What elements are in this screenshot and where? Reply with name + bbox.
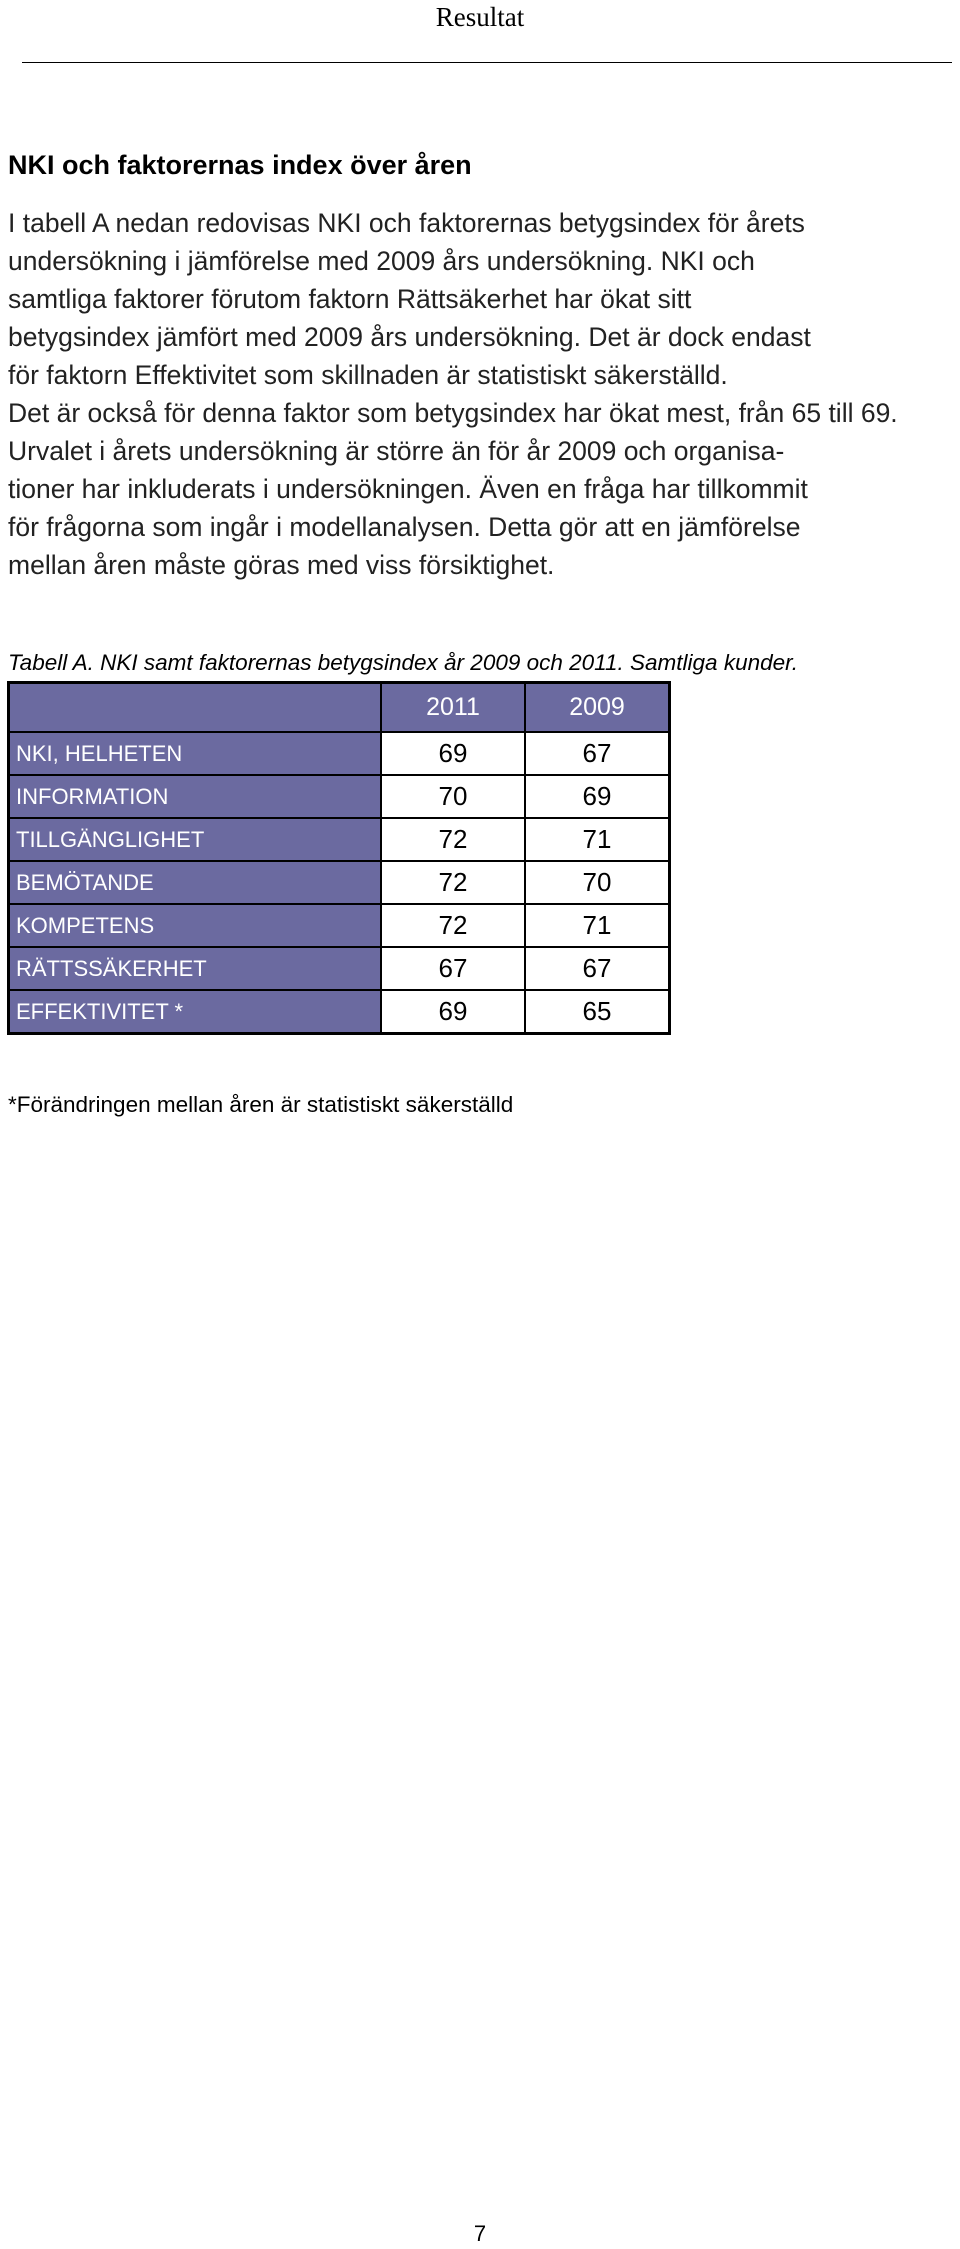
body-line: för faktorn Effektivitet som skillnaden är statistiskt säkerställd. <box>8 360 728 390</box>
column-header: 2011 <box>381 683 525 733</box>
row-label: KOMPETENS <box>9 904 382 947</box>
body-line: Det är också för denna faktor som betygsindex har ökat mest, från 65 till 69. <box>8 398 898 428</box>
cell-value: 70 <box>525 861 670 904</box>
cell-value: 72 <box>381 818 525 861</box>
index-table <box>7 681 671 1035</box>
cell-value: 70 <box>381 775 525 818</box>
running-head: Resultat <box>435 2 525 32</box>
cell-value: 67 <box>381 947 525 990</box>
table-row <box>9 990 670 1034</box>
row-label: INFORMATION <box>9 775 382 818</box>
body-line: Urvalet i årets undersökning är större än för år 2009 och organisa- <box>8 436 785 466</box>
cell-value: 72 <box>381 904 525 947</box>
row-label: NKI, HELHETEN <box>9 732 382 775</box>
row-label: TILLGÄNGLIGHET <box>9 818 382 861</box>
table-header-row <box>9 683 670 733</box>
row-label: BEMÖTANDE <box>9 861 382 904</box>
body-line: mellan åren måste göras med viss försiktighet. <box>8 550 555 580</box>
cell-value: 65 <box>525 990 670 1034</box>
page-number: 7 <box>473 2221 487 2246</box>
table-row <box>9 775 670 818</box>
body-line: betygsindex jämfört med 2009 års undersökning. Det är dock endast <box>8 322 811 352</box>
body-line: undersökning i jämförelse med 2009 års undersökning. NKI och <box>8 246 755 276</box>
section-title: NKI och faktorernas index över åren <box>8 150 472 180</box>
header-rule <box>22 62 952 63</box>
table-row <box>9 818 670 861</box>
cell-value: 71 <box>525 904 670 947</box>
body-line: I tabell A nedan redovisas NKI och faktorernas betygsindex för årets <box>8 208 805 238</box>
cell-value: 69 <box>381 990 525 1034</box>
table-row <box>9 904 670 947</box>
row-label: RÄTTSSÄKERHET <box>9 947 382 990</box>
table-corner-cell <box>9 683 382 733</box>
table-row <box>9 861 670 904</box>
cell-value: 67 <box>525 947 670 990</box>
table-row <box>9 732 670 775</box>
body-text <box>8 204 958 584</box>
cell-value: 69 <box>525 775 670 818</box>
cell-value: 71 <box>525 818 670 861</box>
column-header: 2009 <box>525 683 670 733</box>
cell-value: 72 <box>381 861 525 904</box>
body-line: tioner har inkluderats i undersökningen. Även en fråga har tillkommit <box>8 474 808 504</box>
table-caption: Tabell A. NKI samt faktorernas betygsindex år 2009 och 2011. Samtliga kunder. <box>8 650 799 675</box>
cell-value: 67 <box>525 732 670 775</box>
row-label: EFFEKTIVITET * <box>9 990 382 1034</box>
cell-value: 69 <box>381 732 525 775</box>
body-line: för frågorna som ingår i modellanalysen. Detta gör att en jämförelse <box>8 512 801 542</box>
body-line: samtliga faktorer förutom faktorn Rättsäkerhet har ökat sitt <box>8 284 692 314</box>
footnote: *Förändringen mellan åren är statistiskt säkerställd <box>8 1092 514 1117</box>
table-row <box>9 947 670 990</box>
